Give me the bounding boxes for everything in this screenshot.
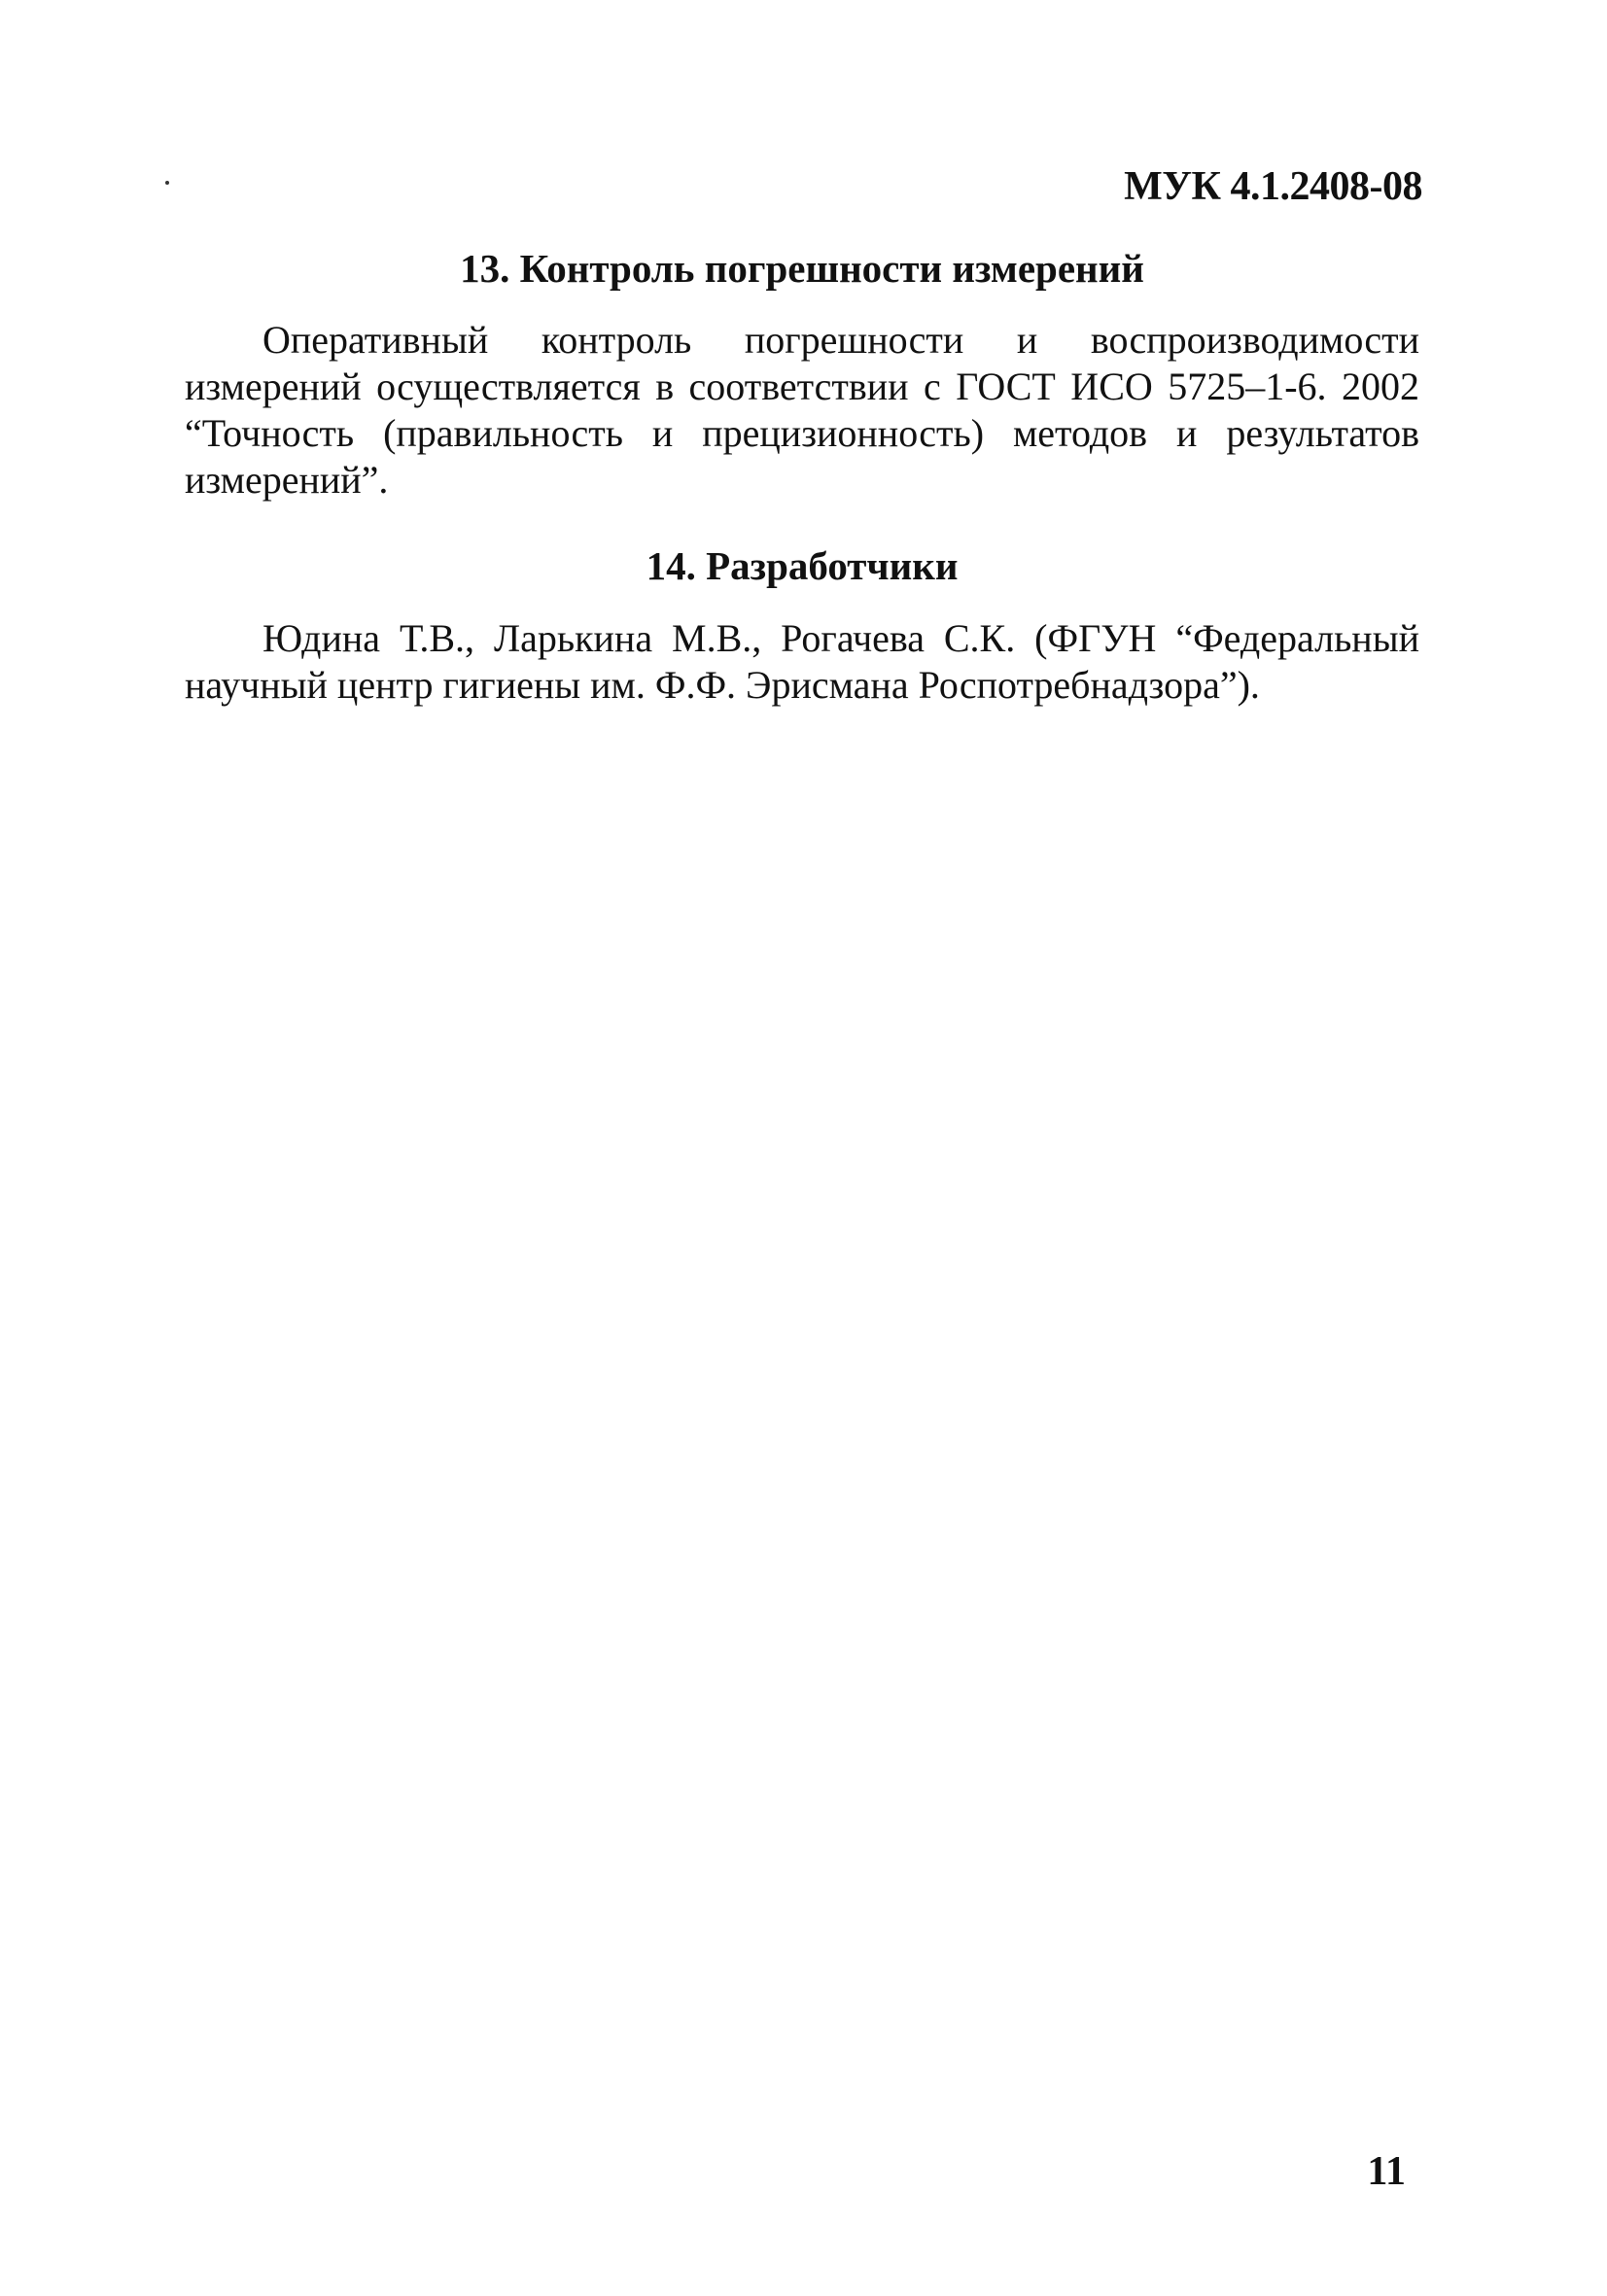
document-code: МУК 4.1.2408-08: [1124, 164, 1422, 209]
page-number: 11: [1367, 2149, 1406, 2194]
section-13-body: Оперативный контроль погрешности и воспроизводимости измерений осуществляется в соответствии с ГОСТ ИСО 5725–1-6. 2002 “Точность (правильность и прецизионность) методов и результатов измерений”.: [185, 318, 1419, 502]
section-14-heading: 14. Разработчики: [646, 543, 959, 588]
section-13-heading: 13. Контроль погрешности измерений: [460, 246, 1144, 291]
section-14-body: Юдина Т.В., Ларькина М.В., Рогачева С.К. (ФГУН “Федеральный научный центр гигиены им. Ф.Ф. Эрисмана Роспотребнадзора”).: [185, 616, 1419, 707]
scan-speck: [165, 181, 169, 185]
